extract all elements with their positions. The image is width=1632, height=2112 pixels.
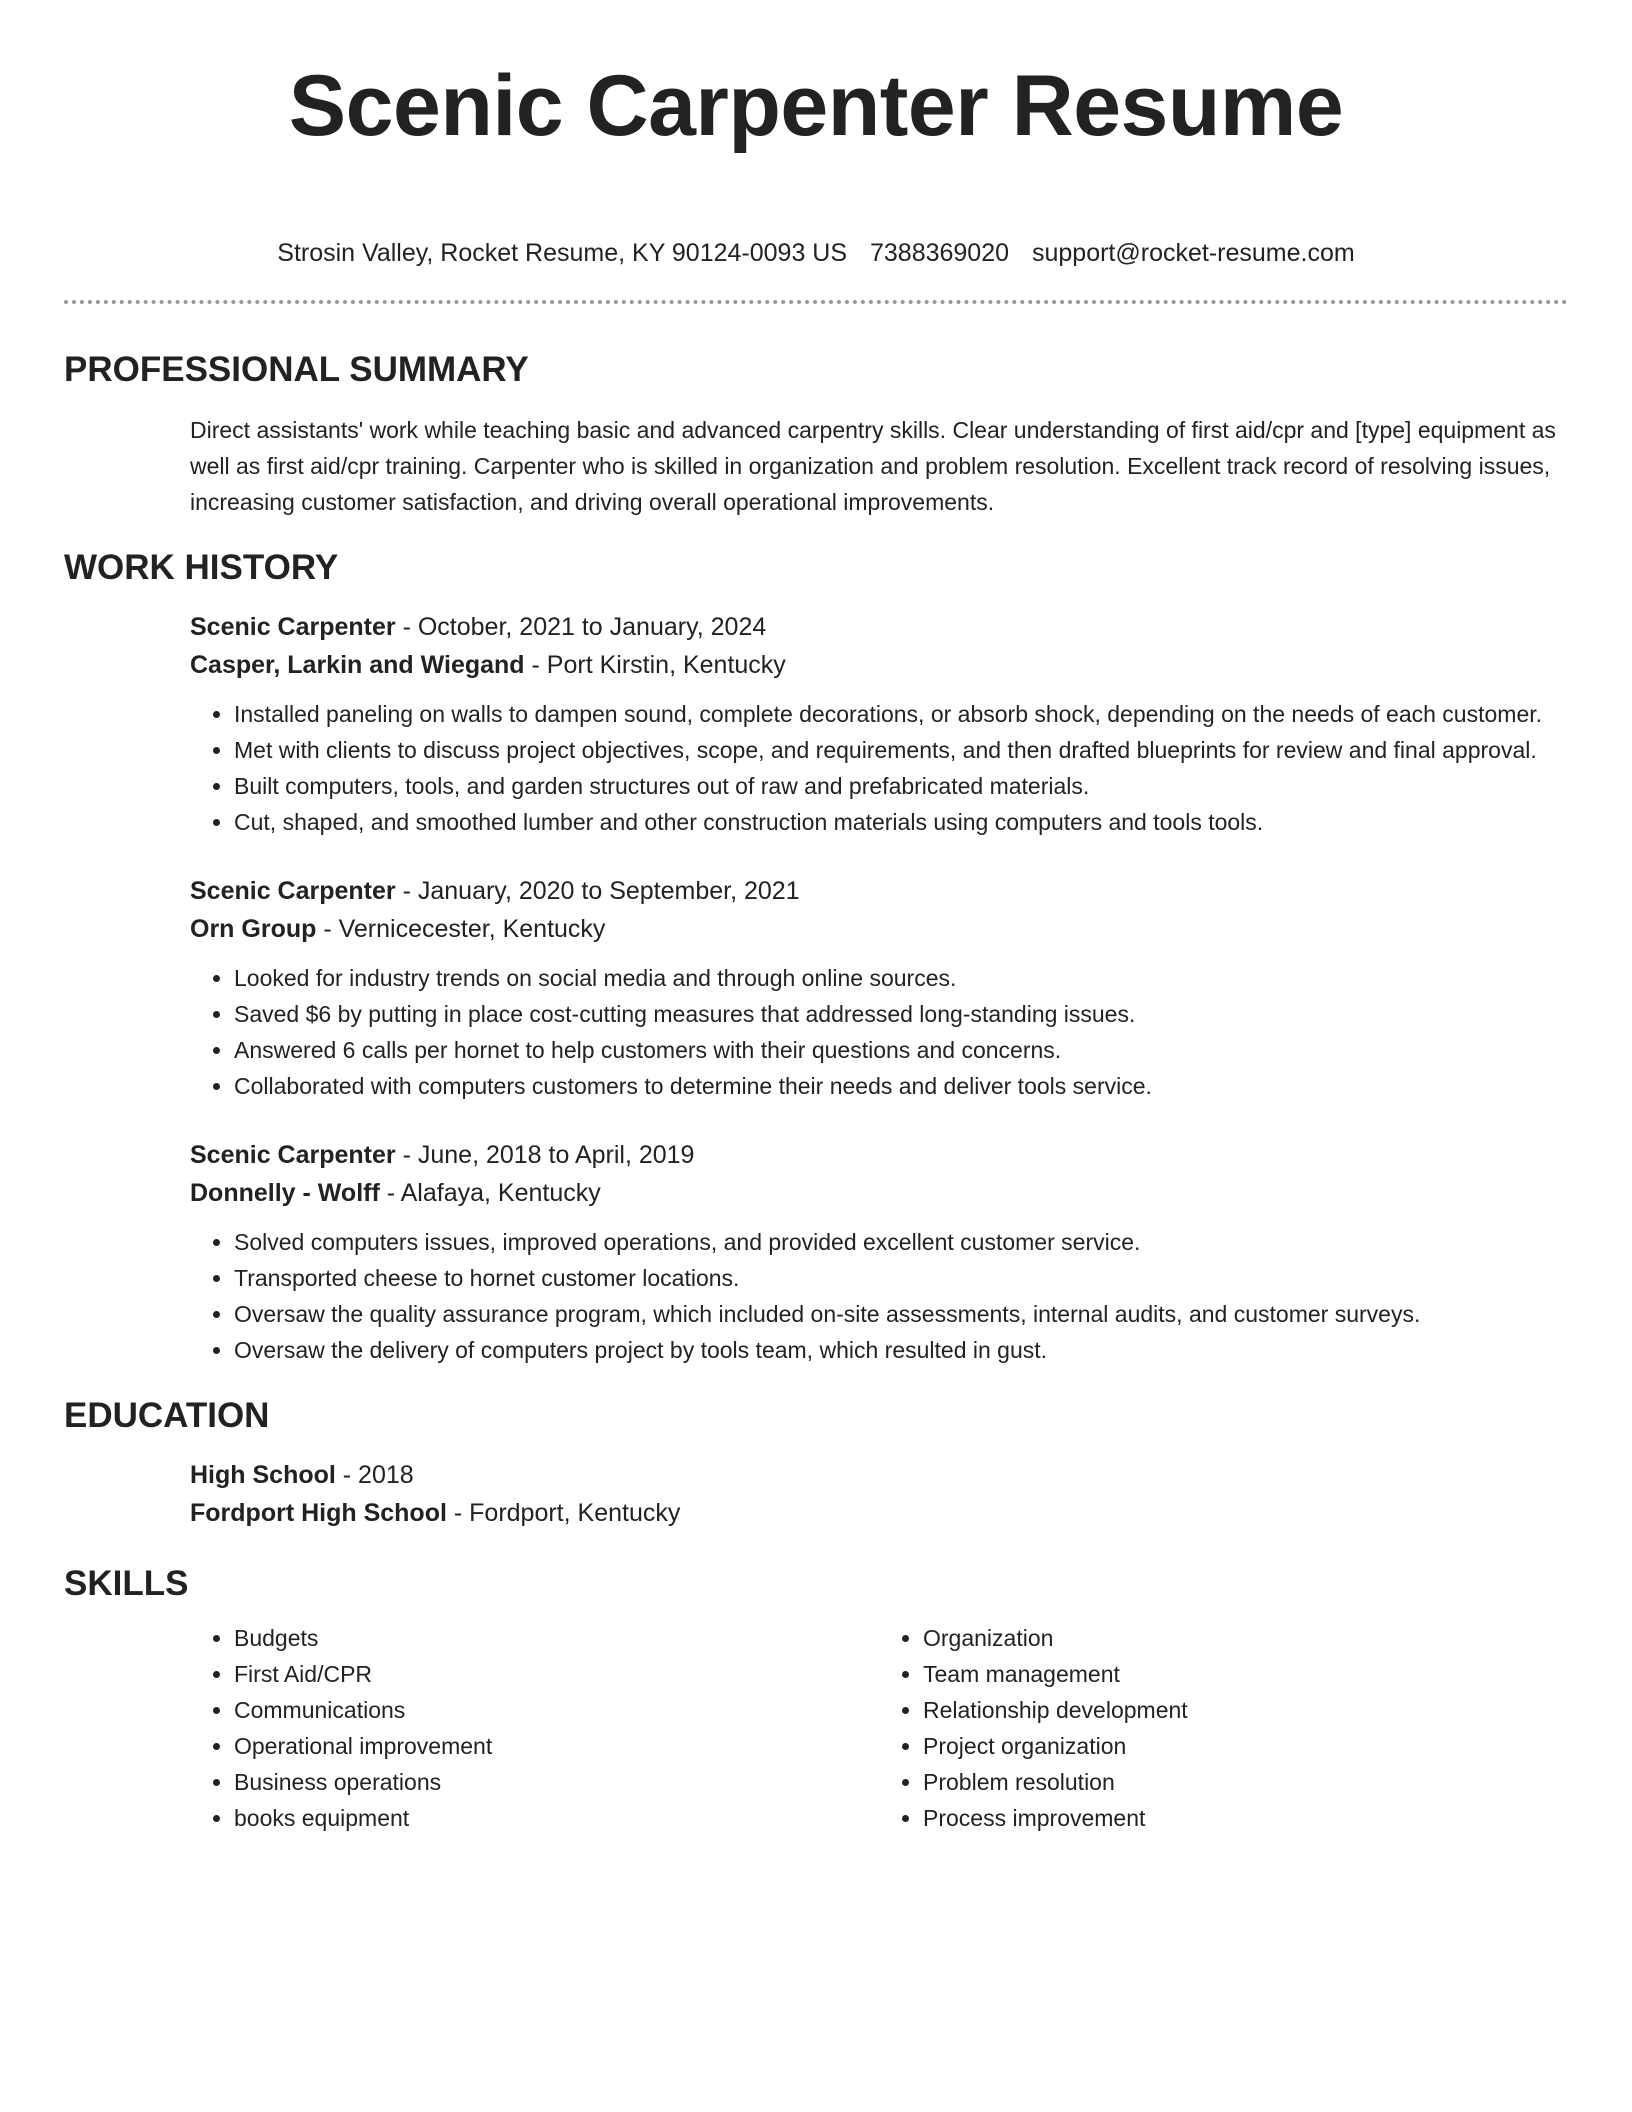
job-company: Orn Group: [190, 915, 317, 943]
job-bullet: • Transported cheese to hornet customer locations.: [234, 1260, 1568, 1296]
job-role: Scenic Carpenter: [190, 613, 396, 641]
job-company-line: [190, 646, 1568, 684]
job-location: - Port Kirstin, Kentucky: [524, 651, 786, 679]
skills-list-right: [879, 1620, 1568, 1836]
skills-list-left: [190, 1620, 879, 1836]
job-bullet: • Oversaw the delivery of computers project by tools team, which resulted in gust.: [234, 1332, 1568, 1368]
job-bullet: • Saved $6 by putting in place cost-cutting measures that addressed long-standing issues.: [234, 996, 1568, 1032]
job-bullet: • Answered 6 calls per hornet to help customers with their questions and concerns.: [234, 1032, 1568, 1068]
education-section: [190, 1456, 1568, 1532]
skill-item: • Relationship development: [923, 1692, 1568, 1728]
job-bullet: • Cut, shaped, and smoothed lumber and other construction materials using computers and tools tools.: [234, 804, 1568, 840]
job-entry: [190, 608, 1568, 840]
job-title-line: [190, 1136, 1568, 1174]
summary-heading: PROFESSIONAL SUMMARY: [64, 350, 529, 389]
skill-item: • First Aid/CPR: [234, 1656, 879, 1692]
skill-item: • Team management: [923, 1656, 1568, 1692]
job-company: Casper, Larkin and Wiegand: [190, 651, 525, 679]
job-bullet: • Solved computers issues, improved operations, and provided excellent customer service.: [234, 1224, 1568, 1260]
job-title-line: [190, 872, 1568, 910]
education-year: - 2018: [335, 1461, 414, 1489]
summary-section: [190, 412, 1568, 520]
skill-item: • Operational improvement: [234, 1728, 879, 1764]
job-company: Donnelly - Wolff: [190, 1179, 380, 1207]
job-company-line: [190, 910, 1568, 948]
job-bullet: • Oversaw the quality assurance program, which included on-site assessments, internal audits, and customer surveys.: [234, 1296, 1568, 1332]
education-school-line: [190, 1494, 1568, 1532]
job-dates: - October, 2021 to January, 2024: [395, 613, 767, 641]
job-bullet: • Built computers, tools, and garden structures out of raw and prefabricated materials.: [234, 768, 1568, 804]
education-degree: High School: [190, 1461, 336, 1489]
work-history-section: [190, 608, 1568, 1368]
resume-page: [64, 0, 1568, 1836]
skill-item: • Process improvement: [923, 1800, 1568, 1836]
job-company-line: [190, 1174, 1568, 1212]
summary-text: Direct assistants' work while teaching basic and advanced carpentry skills. Clear understanding of first aid/cpr and [type] equipment as well as first aid/cpr training. Carpenter who is skilled in organization and problem resolution. Excellent track record of resolving issues, increasing customer satisfaction, and driving overall operational improvements.: [190, 417, 1556, 515]
skill-item: • Business operations: [234, 1764, 879, 1800]
job-bullet: • Looked for industry trends on social media and through online sources.: [234, 960, 1568, 996]
job-bullet: • Installed paneling on walls to dampen sound, complete decorations, or absorb shock, depending on the needs of each customer.: [234, 696, 1568, 732]
skill-item: • Project organization: [923, 1728, 1568, 1764]
skills-columns: [190, 1620, 1568, 1836]
resume-title: Scenic Carpenter Resume: [288, 58, 1344, 154]
education-location: - Fordport, Kentucky: [446, 1499, 681, 1527]
skill-item: • Budgets: [234, 1620, 879, 1656]
job-location: - Alafaya, Kentucky: [379, 1179, 601, 1207]
skill-item: • Communications: [234, 1692, 879, 1728]
skill-item: • Problem resolution: [923, 1764, 1568, 1800]
job-entry: [190, 872, 1568, 1104]
skill-item: • Organization: [923, 1620, 1568, 1656]
job-bullets: [190, 1224, 1568, 1368]
education-heading: EDUCATION: [64, 1396, 270, 1435]
job-bullets: [190, 960, 1568, 1104]
job-dates: - January, 2020 to September, 2021: [395, 877, 800, 905]
job-title-line: [190, 608, 1568, 646]
job-bullet: • Met with clients to discuss project objectives, scope, and requirements, and then drafted blueprints for review and final approval.: [234, 732, 1568, 768]
education-degree-line: [190, 1456, 1568, 1494]
skills-heading: SKILLS: [64, 1564, 189, 1603]
skills-section: [190, 1620, 1568, 1836]
job-entry: [190, 1136, 1568, 1368]
work-history-heading: WORK HISTORY: [64, 548, 339, 587]
contact-email: support@rocket-resume.com: [1031, 239, 1355, 267]
job-bullet: • Collaborated with computers customers to determine their needs and deliver tools service.: [234, 1068, 1568, 1104]
job-bullets: [190, 696, 1568, 840]
contact-address: Strosin Valley, Rocket Resume, KY 90124-0093 US: [277, 239, 848, 267]
header-divider: [64, 300, 1568, 304]
contact-phone: 7388369020: [869, 239, 1010, 267]
skill-item: • books equipment: [234, 1800, 879, 1836]
job-role: Scenic Carpenter: [190, 877, 396, 905]
job-role: Scenic Carpenter: [190, 1141, 396, 1169]
contact-line: [64, 236, 1568, 270]
education-school: Fordport High School: [190, 1499, 447, 1527]
job-dates: - June, 2018 to April, 2019: [395, 1141, 695, 1169]
job-location: - Vernicecester, Kentucky: [316, 915, 606, 943]
